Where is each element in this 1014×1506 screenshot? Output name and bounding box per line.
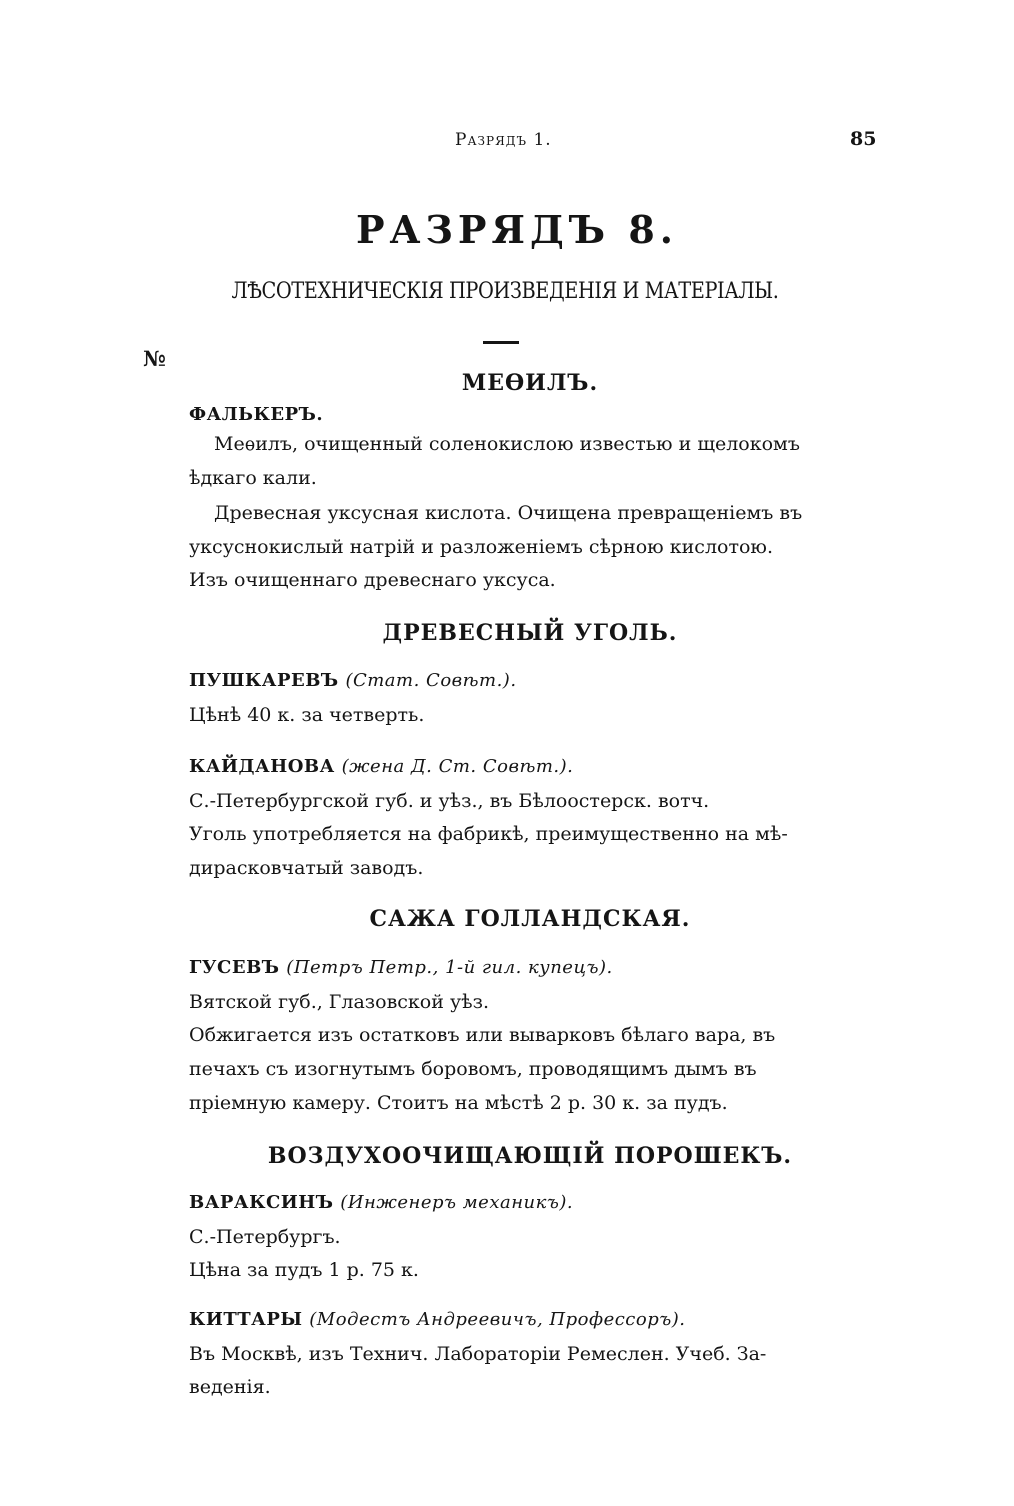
page-number: 85 [850,128,877,150]
section-divider [483,341,519,344]
text-line: Уголь употребляется на фабрикѣ, преимущественно на мѣ- [189,823,788,845]
heading-charcoal: ДРЕВЕСНЫЙ УГОЛЬ. [382,620,678,646]
running-head: Разрядъ 1. [455,130,552,150]
text-line: дирасковчатый заводъ. [189,857,424,879]
text-line: Вятской губ., Глазовской уѣз. [189,991,489,1013]
text-line: ѣдкаго кали. [189,467,317,489]
text-line: Изъ очищеннаго древеснаго уксуса. [189,569,556,591]
exhibitor-title: (Петръ Петр., 1-й гил. купецъ). [286,957,613,978]
exhibitor-name: ВАРАКСИНЪ [189,1192,334,1213]
text-line: Меѳилъ, очищенный соленокислою известью и щелокомъ [214,433,800,455]
heading-methyl: МЕѲИЛЪ. [461,370,599,396]
text-line: Цѣна за пудъ 1 р. 75 к. [189,1259,419,1281]
text-line: уксуснокислый натрій и разложеніемъ сѣрною кислотою. [189,536,773,558]
text-line: Обжигается изъ остатковъ или выварковъ бѣлаго вара, въ [189,1024,776,1046]
exhibitor-name: КАЙДАНОВА [189,756,335,777]
exhibitor-kaidanova [189,756,573,777]
text-line: пріемную камеру. Стоитъ на мѣстѣ 2 р. 30 к. за пудъ. [189,1092,728,1114]
section-title [0,207,1014,252]
text-line: Цѣнѣ 40 к. за четверть. [189,704,425,726]
text-line: веденія. [189,1376,271,1398]
exhibitor-gusev [189,957,613,978]
text-line: С.-Петербургъ. [189,1226,341,1248]
text-line: С.-Петербургской губ. и уѣз., въ Бѣлоостерск. вотч. [189,790,710,812]
text-line: печахъ съ изогнутымъ боровомъ, проводящимъ дымъ въ [189,1058,757,1080]
text-line: Древесная уксусная кислота. Очищена превращеніемъ въ [214,502,803,524]
heading-soot: САЖА ГОЛЛАНДСКАЯ. [369,906,691,932]
exhibitor-pushkarev [189,670,517,691]
section-title-text: РАЗРЯДЪ 8. [355,207,679,252]
exhibitor-name: ПУШКАРЕВЪ [189,670,339,691]
exhibitor-falker: ФАЛЬКЕРЪ. [189,404,324,425]
exhibitor-title: (Инженеръ механикъ). [340,1192,574,1213]
exhibitor-kittary [189,1309,686,1330]
heading-air-powder: ВОЗДУХООЧИЩАЮЩІЙ ПОРОШЕКЪ. [267,1143,793,1169]
exhibitor-title: (Стат. Совѣт.). [345,670,517,691]
exhibitor-title: (Модестъ Андреевичъ, Профессоръ). [309,1309,686,1330]
text-line: Въ Москвѣ, изъ Технич. Лабораторіи Ремеслен. Учеб. За- [189,1343,767,1365]
number-column-mark: № [143,346,166,371]
exhibitor-title: (жена Д. Ст. Совѣт.). [341,756,574,777]
exhibitor-name: КИТТАРЫ [189,1309,303,1330]
exhibitor-name: ГУСЕВЪ [189,957,280,978]
section-subtitle: ЛѢСОТЕХНИЧЕСКІЯ ПРОИЗВЕДЕНІЯ И МАТЕРІАЛЫ. [231,279,779,304]
exhibitor-varaksin [189,1192,573,1213]
